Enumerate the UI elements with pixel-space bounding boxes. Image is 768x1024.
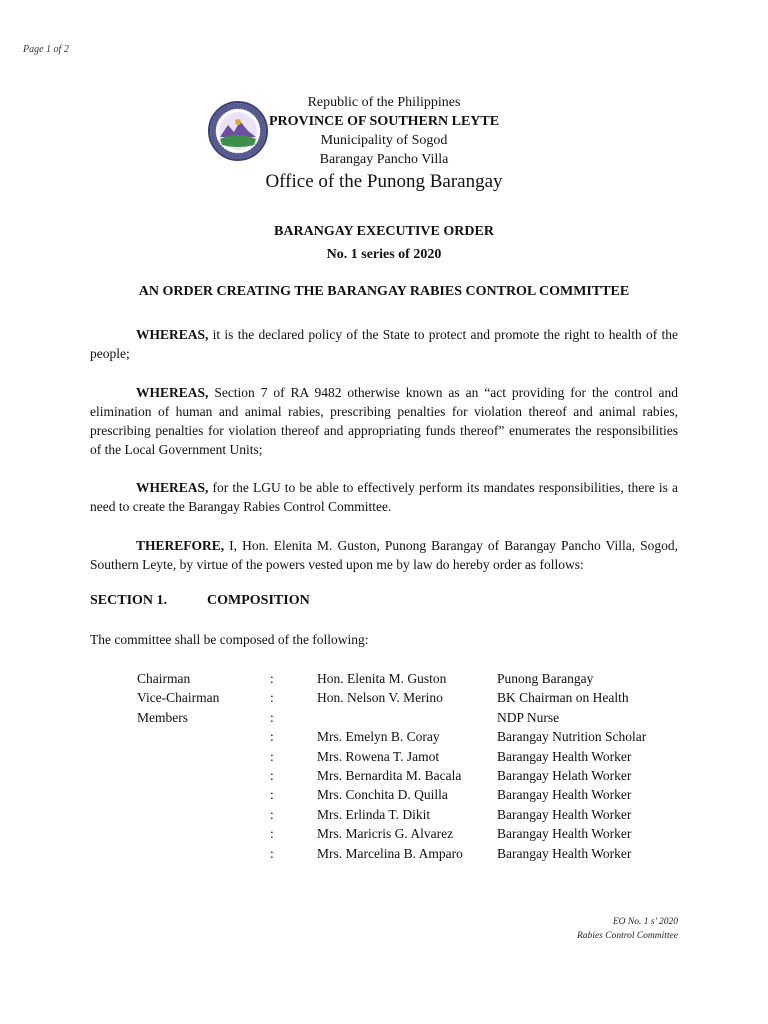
paragraph-lead: WHEREAS, (136, 480, 209, 495)
member-row (137, 708, 677, 727)
member-colon: : (270, 748, 274, 764)
footer-committee: Rabies Control Committee (577, 931, 678, 941)
paragraph-lead: WHEREAS, (136, 327, 209, 342)
executive-order-heading (0, 220, 768, 266)
member-row (137, 844, 677, 863)
paragraph-text: Section 7 of RA 9482 otherwise known as an “act providing for the control and elimination of human and animal rabies, prescribing penalties for violation thereof and animal rabies, prescribing penalties for violation thereof and appropriating funds thereof” enumerates the responsibilities of the Local Government Units; (90, 385, 678, 457)
committee-members-list (137, 669, 677, 863)
page-number: Page 1 of 2 (23, 44, 69, 55)
member-name: Mrs. Erlinda T. Dikit (317, 806, 431, 822)
member-name: Mrs. Rowena T. Jamot (317, 748, 440, 764)
member-row (137, 688, 677, 707)
member-row (137, 785, 677, 804)
member-position: Punong Barangay (497, 671, 594, 686)
member-role: Chairman (137, 671, 191, 686)
member-name: Hon. Nelson V. Merino (317, 690, 443, 706)
barangay-line: Barangay Pancho Villa (319, 152, 449, 167)
section-number: SECTION 1. (90, 593, 168, 608)
section-heading (90, 593, 310, 609)
member-row (137, 727, 677, 746)
paragraph-text: it is the declared policy of the State to protect and promote the right to health of the people; (90, 327, 678, 361)
member-colon: : (270, 690, 274, 706)
member-position: Barangay Nutrition Scholar (497, 729, 647, 745)
member-row (137, 669, 677, 688)
member-name: Hon. Elenita M. Guston (317, 671, 447, 686)
province-line: PROVINCE OF SOUTHERN LEYTE (268, 114, 500, 129)
member-colon: : (270, 826, 274, 842)
member-name: Mrs. Bernardita M. Bacala (317, 767, 462, 783)
member-position: BK Chairman on Health (497, 690, 629, 706)
member-position: Barangay Health Worker (497, 748, 632, 764)
member-position: NDP Nurse (497, 709, 560, 725)
member-position: Barangay Health Worker (497, 806, 632, 822)
paragraph-text: for the LGU to be able to effectively perform its mandates responsibilities, there is a need to create the Barangay Rabies Control Committee. (90, 480, 678, 514)
municipality-line: Municipality of Sogod (320, 133, 448, 148)
member-row (137, 824, 677, 843)
member-name: Mrs. Marcelina B. Amparo (317, 845, 463, 861)
office-title: Office of the Punong Barangay (265, 171, 503, 192)
member-name: Mrs. Emelyn B. Coray (317, 729, 440, 745)
executive-order-number: No. 1 series of 2020 (326, 247, 442, 262)
whereas-paragraph-2 (90, 383, 678, 459)
therefore-paragraph (90, 536, 678, 574)
member-colon: : (270, 709, 274, 725)
member-colon: : (270, 845, 274, 861)
member-position: Barangay Health Worker (497, 787, 632, 803)
member-role: Vice-Chairman (137, 690, 220, 706)
executive-order-title: BARANGAY EXECUTIVE ORDER (274, 224, 494, 239)
order-subject: AN ORDER CREATING THE BARANGAY RABIES CONTROL COMMITTEE (138, 284, 630, 299)
footer-order-ref: EO No. 1 s’ 2020 (612, 917, 678, 927)
member-colon: : (270, 767, 274, 783)
member-row (137, 747, 677, 766)
member-row (137, 766, 677, 785)
republic-line: Republic of the Philippines (307, 95, 461, 110)
paragraph-text: I, Hon. Elenita M. Guston, Punong Barangay of Barangay Pancho Villa, Sogod, Southern Leyte, by virtue of the powers vested upon me by law do hereby order as follows: (90, 538, 678, 572)
member-position: Barangay Health Worker (497, 845, 632, 861)
composition-intro: The committee shall be composed of the following: (90, 632, 369, 647)
page-footer (577, 915, 678, 943)
member-role: Members (137, 709, 188, 725)
member-colon: : (270, 671, 274, 686)
member-colon: : (270, 729, 274, 745)
document-header (0, 93, 768, 169)
section-name: COMPOSITION (207, 593, 310, 608)
member-name: Mrs. Conchita D. Quilla (317, 787, 448, 803)
member-colon: : (270, 806, 274, 822)
member-position: Barangay Health Worker (497, 826, 632, 842)
paragraph-lead: THEREFORE, (136, 538, 225, 553)
member-position: Barangay Helath Worker (497, 767, 632, 783)
paragraph-lead: WHEREAS, (136, 385, 209, 400)
whereas-paragraph-3 (90, 478, 678, 516)
member-colon: : (270, 787, 274, 803)
member-row (137, 805, 677, 824)
member-name: Mrs. Maricris G. Alvarez (317, 826, 454, 842)
whereas-paragraph-1 (90, 325, 678, 363)
